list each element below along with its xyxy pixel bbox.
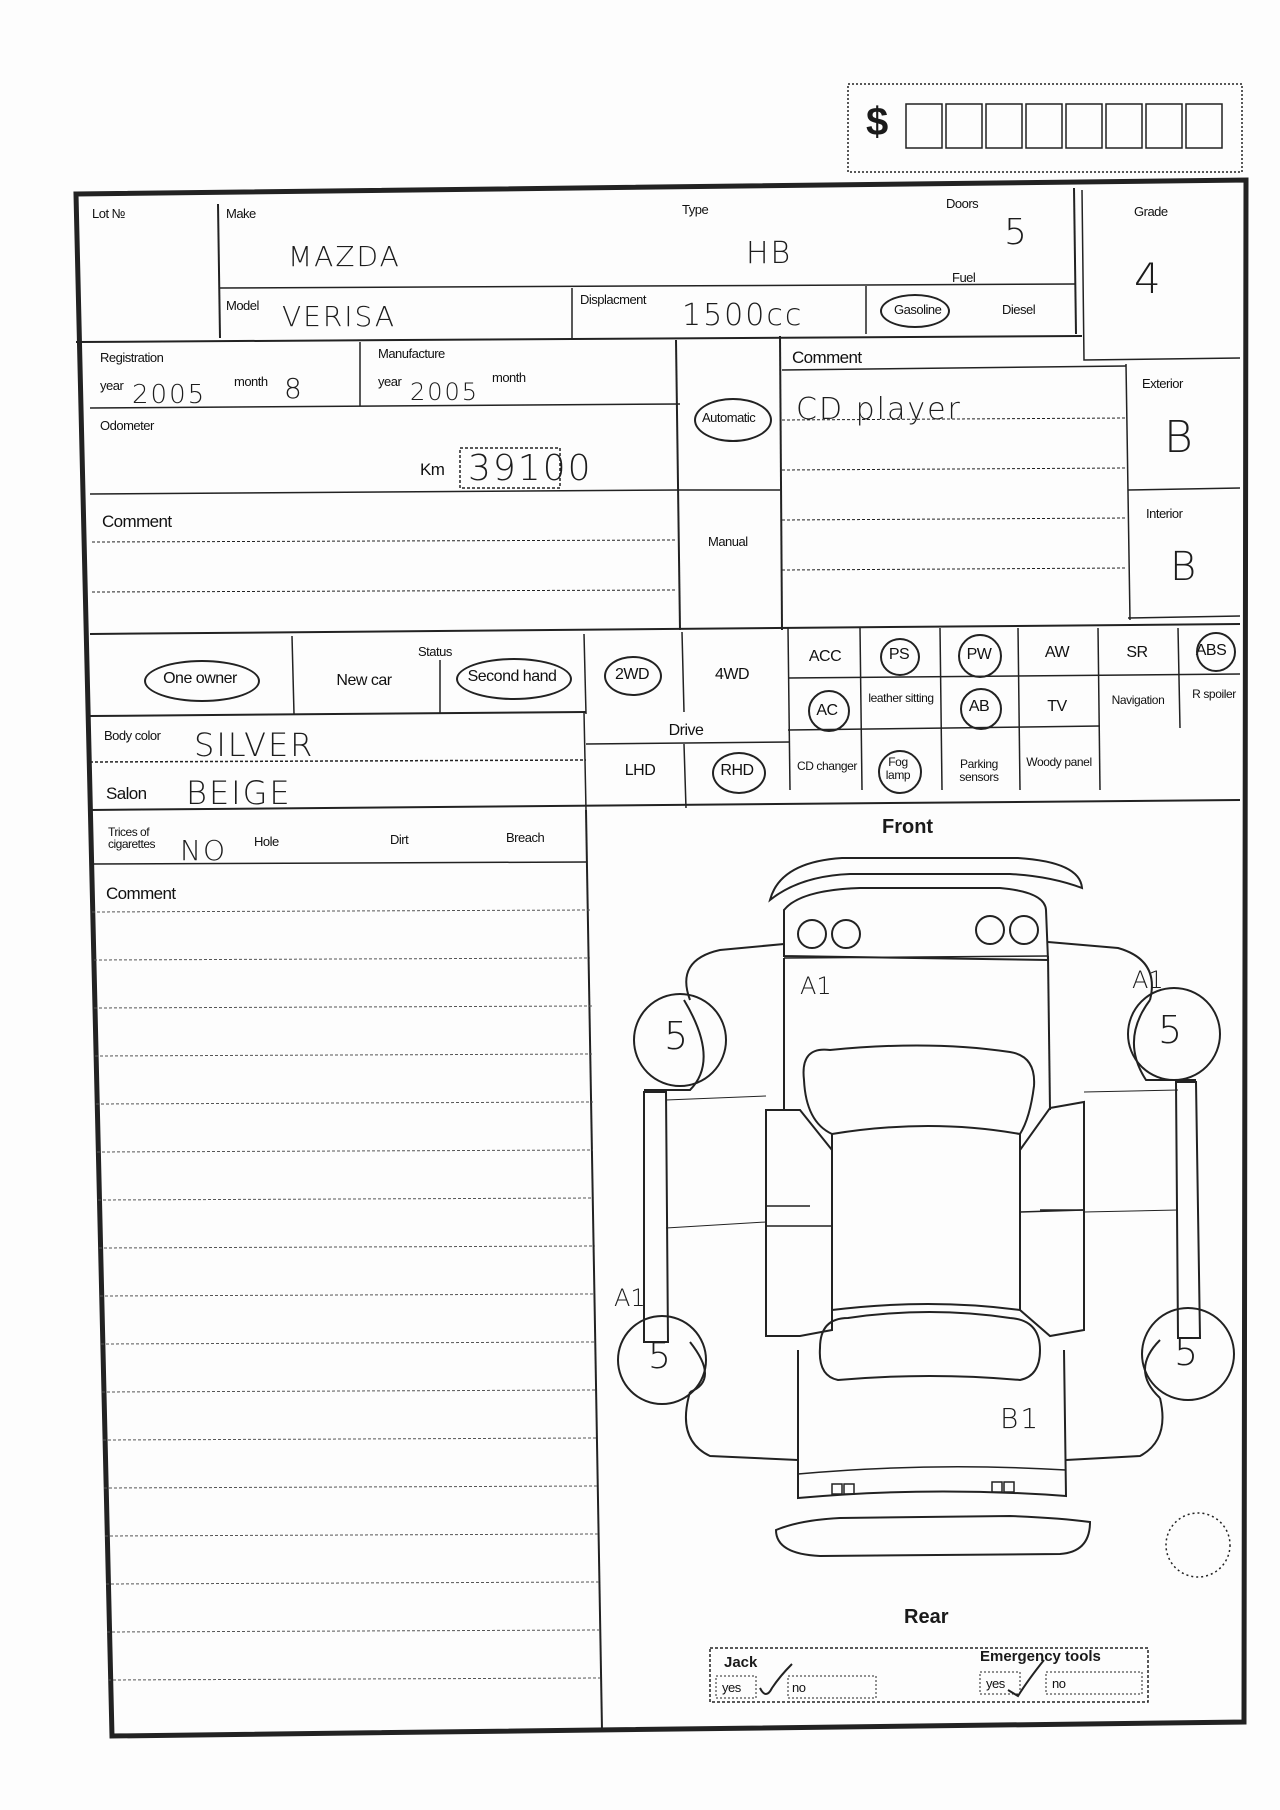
registration-month-label: month — [234, 374, 268, 389]
option-fog-lamp[interactable]: Fog lamp — [885, 755, 911, 782]
left-comment-label: Comment — [102, 512, 172, 531]
option-ps[interactable]: PS — [888, 646, 910, 663]
displacement-label: Displacment — [580, 292, 647, 307]
option-ac[interactable]: AC — [816, 702, 838, 719]
manufacture-year-label: year — [378, 374, 402, 389]
damage-mark-front-right: A1 — [1132, 966, 1164, 994]
model-value: VERISA — [282, 300, 397, 333]
jack-no-option[interactable]: no — [792, 1680, 806, 1695]
traces-dirt-option[interactable]: Dirt — [390, 832, 409, 847]
body-color-value: SILVER — [194, 726, 315, 764]
drive-type-2wd-option[interactable]: 2WD — [614, 666, 650, 683]
option-cd-changer[interactable]: CD changer — [796, 759, 858, 773]
grade-value: 4 — [1134, 254, 1163, 303]
option-navigation[interactable]: Navigation — [1111, 693, 1165, 707]
grade-label: Grade — [1134, 204, 1168, 219]
traces-breach-option[interactable]: Breach — [506, 830, 545, 845]
make-label: Make — [226, 206, 256, 221]
traces-value: NO — [180, 834, 227, 867]
lot-number-label: Lot № — [92, 206, 126, 221]
type-value: HB — [746, 236, 793, 271]
drive-label: Drive — [668, 722, 704, 739]
registration-year-value: 2005 — [132, 380, 207, 410]
option-tv[interactable]: TV — [1047, 698, 1067, 715]
fuel-label: Fuel — [952, 270, 976, 285]
option-abs[interactable]: ABS — [1195, 642, 1227, 659]
displacement-value: 1500cc — [682, 298, 804, 333]
salon-label: Salon — [106, 784, 147, 803]
manufacture-label: Manufacture — [378, 346, 445, 361]
option-ab[interactable]: AB — [968, 698, 990, 715]
drive-rhd-option[interactable]: RHD — [720, 762, 754, 779]
currency-symbol: $ — [866, 100, 889, 144]
damage-mark-rear-left: A1 — [614, 1284, 646, 1312]
status-second-hand-option[interactable]: Second hand — [467, 668, 557, 685]
diagram-rear-label: Rear — [904, 1606, 949, 1628]
damage-mark-rear-right: B1 — [1000, 1402, 1041, 1435]
option-acc[interactable]: ACC — [808, 648, 842, 665]
registration-month-value: 8 — [284, 372, 304, 405]
drive-lhd-option[interactable]: LHD — [624, 762, 656, 779]
emergency-yes-option[interactable]: yes — [986, 1676, 1005, 1691]
transmission-manual-option[interactable]: Manual — [708, 534, 748, 549]
odometer-label: Odometer — [100, 418, 154, 433]
option-r-spoiler[interactable]: R spoiler — [1192, 687, 1236, 701]
tire-rear-left-grade: 5 — [648, 1336, 673, 1377]
jack-yes-checkmark — [760, 1664, 792, 1694]
doors-value: 5 — [1004, 212, 1029, 253]
right-comment-value: CD player — [796, 392, 962, 427]
bottom-comment-label: Comment — [106, 884, 176, 903]
tire-rear-right-grade: 5 — [1174, 1330, 1201, 1374]
jack-label: Jack — [724, 1654, 758, 1671]
make-value: MAZDA — [288, 240, 401, 273]
model-label: Model — [226, 298, 259, 313]
tire-front-left-grade: 5 — [664, 1014, 691, 1058]
manufacture-year-value: 2005 — [410, 378, 480, 406]
type-label: Type — [682, 202, 709, 217]
interior-label: Interior — [1146, 506, 1183, 521]
interior-value: B — [1170, 544, 1199, 590]
salon-value: BEIGE — [186, 774, 292, 812]
doors-label: Doors — [946, 196, 979, 211]
registration-year-label: year — [100, 378, 124, 393]
emergency-no-option[interactable]: no — [1052, 1676, 1066, 1691]
fuel-gasoline-option[interactable]: Gasoline — [894, 302, 942, 317]
status-label: Status — [418, 644, 452, 659]
drive-type-4wd-option[interactable]: 4WD — [714, 666, 750, 683]
status-one-owner-option[interactable]: One owner — [163, 670, 237, 687]
traces-label-1: Trices of — [108, 825, 150, 839]
exterior-value: B — [1164, 412, 1195, 463]
right-comment-label: Comment — [792, 348, 862, 367]
transmission-automatic-option[interactable]: Automatic — [702, 410, 756, 425]
emergency-yes-checkmark — [1008, 1660, 1044, 1696]
tire-front-right-grade: 5 — [1158, 1008, 1185, 1052]
jack-yes-option[interactable]: yes — [722, 1680, 741, 1695]
emergency-tools-label: Emergency tools — [980, 1648, 1101, 1665]
damage-mark-front-left: A1 — [800, 972, 832, 1000]
option-aw[interactable]: AW — [1044, 644, 1070, 661]
odometer-unit: Km — [420, 460, 445, 479]
option-parking-sensors[interactable]: Parking sensors — [959, 757, 999, 784]
diagram-front-label: Front — [882, 816, 934, 838]
option-woody-panel[interactable]: Woody panel — [1026, 755, 1092, 769]
exterior-label: Exterior — [1142, 376, 1183, 391]
body-color-label: Body color — [104, 728, 161, 743]
manufacture-month-label: month — [492, 370, 526, 385]
option-pw[interactable]: PW — [966, 646, 992, 663]
registration-label: Registration — [100, 350, 164, 365]
traces-hole-option[interactable]: Hole — [254, 834, 279, 849]
traces-label-2: cigarettes — [108, 837, 156, 851]
odometer-value: 39100 — [468, 448, 593, 489]
status-new-car-option[interactable]: New car — [336, 672, 392, 689]
fuel-diesel-option[interactable]: Diesel — [1002, 302, 1036, 317]
option-leather-sitting[interactable]: leather sitting — [868, 691, 934, 705]
option-sr[interactable]: SR — [1126, 644, 1148, 661]
